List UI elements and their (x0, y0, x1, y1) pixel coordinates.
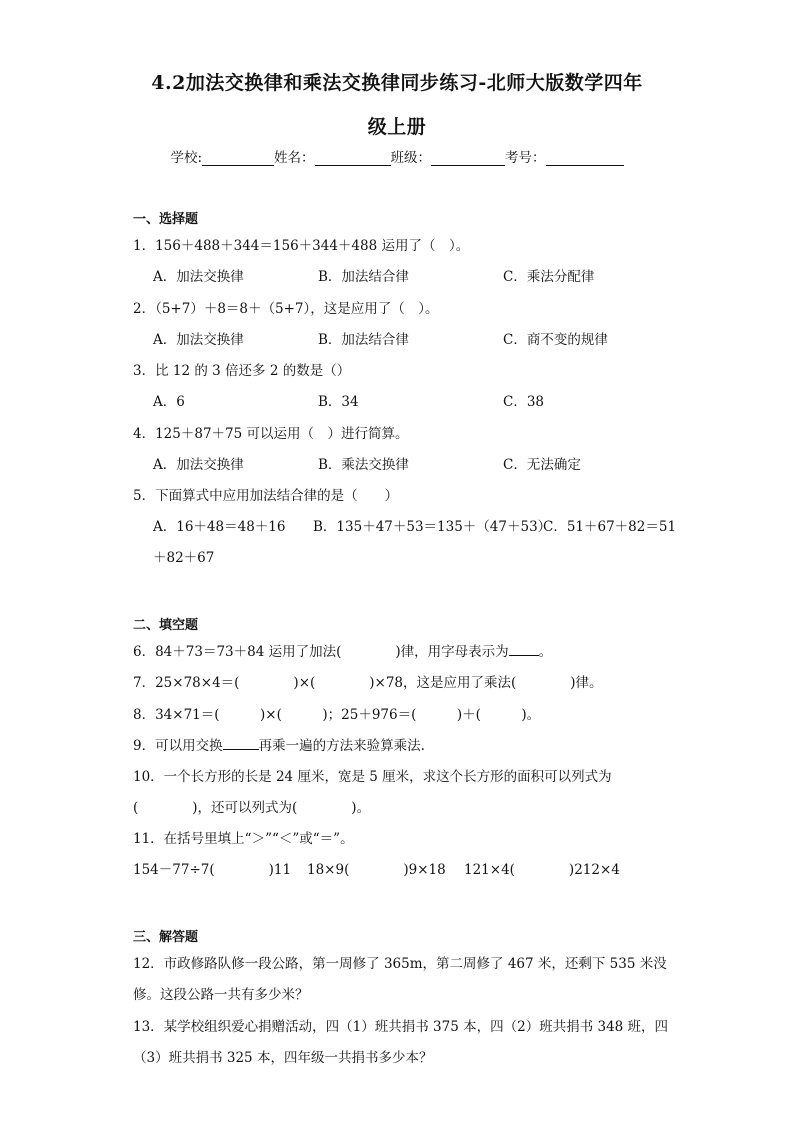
question-2-option-b: B．加法结合律 (318, 332, 409, 348)
question-11-item-c: 121×4( )212×4 (464, 862, 620, 878)
question-3-option-b: B．34 (318, 394, 359, 410)
class-blank (431, 151, 505, 166)
question-1-stem: 1．156＋488＋344＝156＋344＋488 运用了（ ）。 (133, 238, 470, 254)
question-11-stem: 11．在括号里填上“＞”“＜”或“＝”。 (133, 831, 354, 847)
school-label: 学校: (170, 150, 203, 166)
question-9-blank (223, 737, 259, 750)
question-5-option-c: C．51＋67＋82＝51 (543, 519, 677, 535)
section-heading-fill: 二、填空题 (133, 618, 199, 633)
question-9 (133, 734, 425, 754)
question-2-stem: 2．（5+7）＋8＝8＋（5+7），这是应用了（ ）。 (133, 301, 439, 317)
student-info-row (0, 146, 794, 166)
school-blank (202, 151, 274, 166)
question-9-text: 9．可以用交换 (133, 738, 223, 754)
question-1-option-a: A．加法交换律 (153, 269, 244, 285)
exam-no-label: 考号： (505, 150, 546, 166)
question-8: 8．34×71＝( )×( )；25＋976＝( )＋( )。 (133, 707, 541, 723)
section-heading-choice: 一、选择题 (133, 212, 199, 227)
question-11-item-b: 18×9( )9×18 (307, 862, 446, 878)
question-1-option-b: B．加法结合律 (318, 269, 409, 285)
question-3-option-a: A．6 (153, 394, 185, 410)
question-13-line1: 13．某学校组织爱心捐赠活动，四（1）班共捐书 375 本，四（2）班共捐书 348 班，四 (133, 1019, 669, 1035)
question-6 (133, 640, 552, 660)
question-3-stem: 3．比 12 的 3 倍还多 2 的数是（） (133, 363, 351, 379)
question-6-blank (509, 643, 539, 656)
question-2-option-a: A．加法交换律 (153, 332, 244, 348)
question-12-line2: 修。这段公路一共有多少米？ (133, 987, 309, 1003)
question-6-end: 。 (538, 644, 553, 660)
question-5-stem: 5．下面算式中应用加法结合律的是（ ） (133, 488, 399, 504)
class-label: 班级： (390, 150, 432, 166)
question-4-stem: 4．125＋87＋75 可以运用（ ）进行简算。 (133, 426, 409, 442)
question-6-text: 6．84＋73＝73＋84 运用了加法( )律，用字母表示为 (133, 644, 509, 660)
question-11-item-a: 154－77÷7( )11 (133, 862, 292, 878)
question-4-option-c: C．无法确定 (503, 457, 581, 473)
question-12-line1: 12．市政修路队修一段公路，第一周修了 365m，第二周修了 467 米，还剩下 535 米没 (133, 956, 667, 972)
worksheet-title-line2: 级上册 (367, 116, 427, 138)
question-13-line2: （3）班共捐书 325 本，四年级一共捐书多少本？ (133, 1050, 433, 1066)
worksheet-title-line1: 4.2加法交换律和乘法交换律同步练习-北师大版数学四年 (151, 72, 643, 94)
question-5-option-c-continued: ＋82＋67 (153, 550, 215, 566)
section-heading-answer: 三、解答题 (133, 930, 199, 945)
question-10-line1: 10．一个长方形的长是 24 厘米，宽是 5 厘米，求这个长方形的面积可以列式为 (133, 769, 612, 785)
exam-no-blank (546, 151, 624, 166)
question-5-option-b: B．135＋47＋53＝135＋（47＋53） (313, 519, 552, 535)
question-2-option-c: C．商不变的规律 (503, 332, 608, 348)
question-4-option-a: A．加法交换律 (153, 457, 244, 473)
question-7: 7．25×78×4＝( )×( )×78，这是应用了乘法( )律。 (133, 675, 603, 691)
question-3-option-c: C．38 (503, 394, 545, 410)
question-4-option-b: B．乘法交换律 (318, 457, 409, 473)
name-label: 姓名： (274, 150, 315, 166)
question-5-option-a: A．16＋48＝48＋16 (153, 519, 286, 535)
question-9-text-end: 再乘一遍的方法来验算乘法. (258, 738, 425, 754)
question-10-line2: ( )，还可以列式为( )。 (133, 800, 371, 816)
name-blank (315, 151, 391, 166)
question-1-option-c: C．乘法分配律 (503, 269, 595, 285)
